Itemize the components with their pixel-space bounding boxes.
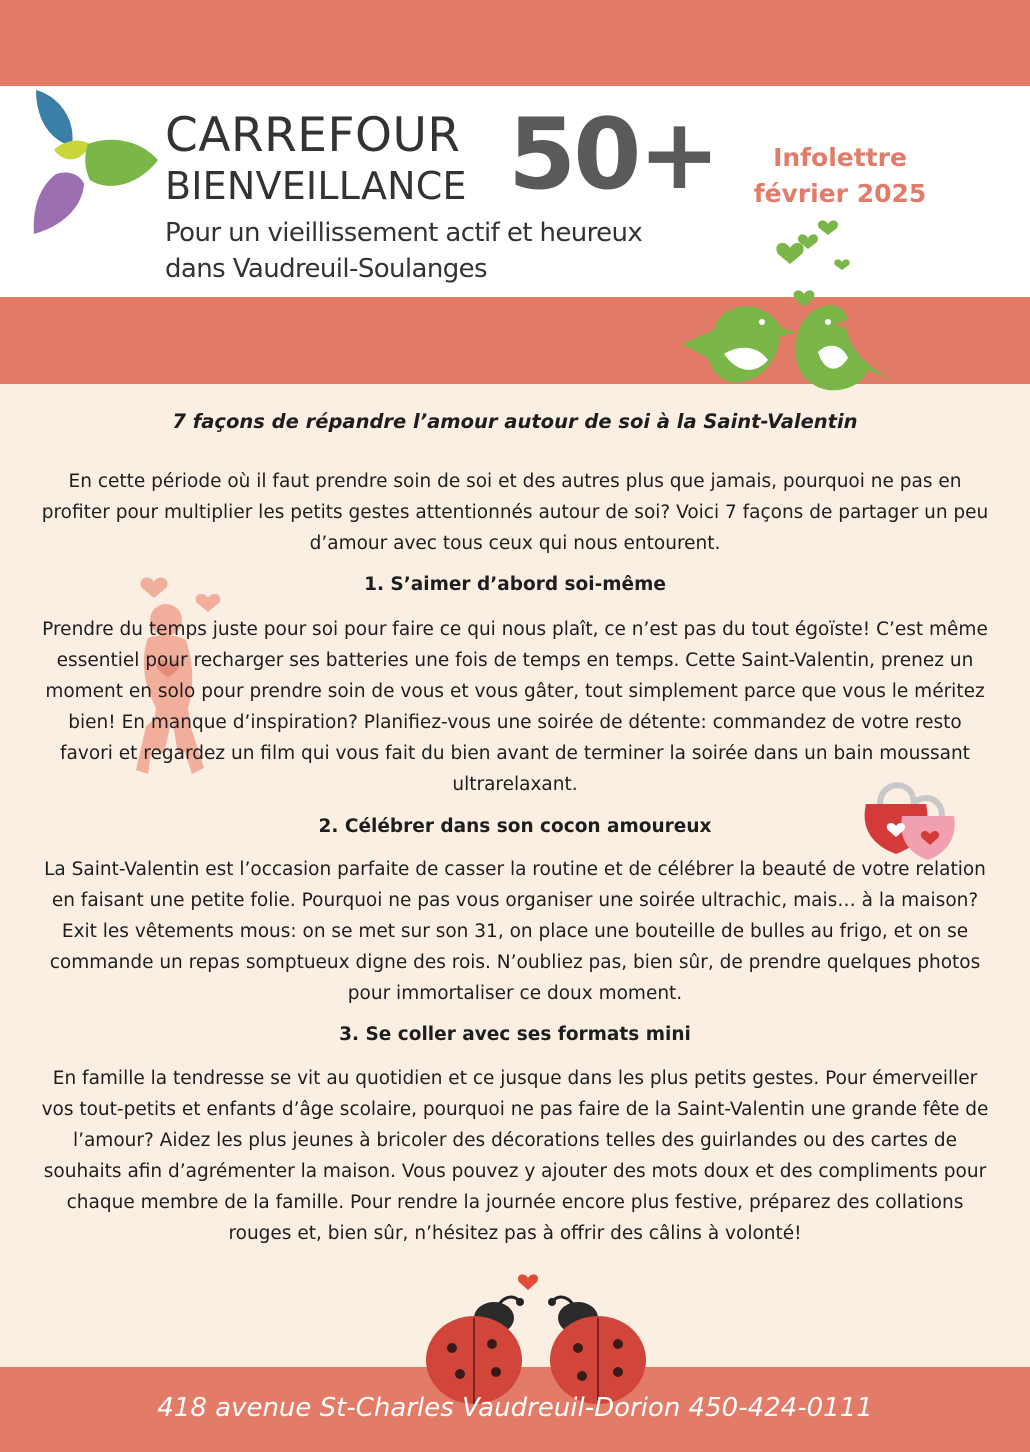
section-3-body: En famille la tendresse se vit au quotidien et ce jusque dans les plus petits gestes. Pour émerveiller vos tout-petits et enfants d’âge scolaire, pourquoi ne pas faire de la Saint-Valentin une grande fête de l’amour? Aidez les plus jeunes à bricoler des décorations telles des guirlandes ou des cartes de souhaits afin d’agrémenter la maison. Vous pouvez y ajouter des mots doux et des compliments pour chaque membre de la famille. Pour rendre la journée encore plus festive, préparez des collations rouges et, bien sûr, n’hésitez pas à offrir des câlins à volonté! (41, 1068, 989, 1244)
top-band (0, 0, 1030, 86)
logo-leaves-icon (28, 88, 163, 236)
article-title: 7 façons de répandre l’amour autour de soi à la Saint-Valentin (172, 410, 858, 433)
ladybugs-icon (422, 1268, 650, 1404)
logo-tagline-1: Pour un vieillissement actif et heureux (165, 218, 643, 248)
love-birds-icon (678, 214, 898, 394)
section-2-heading: 2. Célébrer dans son cocon amoureux (318, 816, 712, 837)
issue-line-1: Infolettre (773, 143, 907, 172)
logo-line2: BIENVEILLANCE (165, 164, 467, 208)
section-1-heading: 1. S’aimer d’abord soi-même (364, 574, 666, 595)
logo-badge: 50+ (508, 98, 718, 212)
article-intro: En cette période où il faut prendre soin de soi et des autres plus que jamais, pourquoi ne pas en profiter pour multiplier les petits gestes attentionnés autour de soi? Voici 7 façons de partager un peu d’amour avec tous ceux qui nous entourent. (41, 471, 989, 554)
issue-line-2: février 2025 (753, 179, 927, 208)
section-3-heading: 3. Se coller avec ses formats mini (339, 1024, 691, 1045)
logo-line1: CARREFOUR (165, 108, 461, 163)
logo-tagline-2: dans Vaudreuil-Soulanges (165, 254, 488, 284)
section-2-body: La Saint-Valentin est l’occasion parfaite de casser la routine et de célébrer la beauté de votre relation en faisant une petite folie. Pourquoi ne pas vous organiser une soirée ultrachic, mais… à la maison? Exit les vêtements mous: on se met sur son 31, on place une bouteille de bulles au frigo, et on se commande un repas somptueux digne des rois. N’oubliez pas, bien sûr, de prendre quelques photos pour immortaliser ce doux moment. (44, 859, 986, 1004)
issue-label (740, 140, 940, 212)
section-1-body: Prendre du temps juste pour soi pour faire ce qui nous plaît, ce n’est pas du tout égoïste! C’est même essentiel pour recharger ses batteries une fois de temps en temps. Cette Saint-Valentin, prenez un moment en solo pour prendre soin de vous et vous gâter, tout simplement parce que vous le méritez bien! En manque d’inspiration? Planifiez-vous une soirée de détente: commandez de votre resto favori et regardez un film qui vous fait du bien avant de terminer la soirée dans un bain moussant ultrarelaxant. (42, 619, 988, 795)
footer-address: 418 avenue St-Charles Vaudreuil-Dorion 450-424-0111 (157, 1393, 873, 1423)
